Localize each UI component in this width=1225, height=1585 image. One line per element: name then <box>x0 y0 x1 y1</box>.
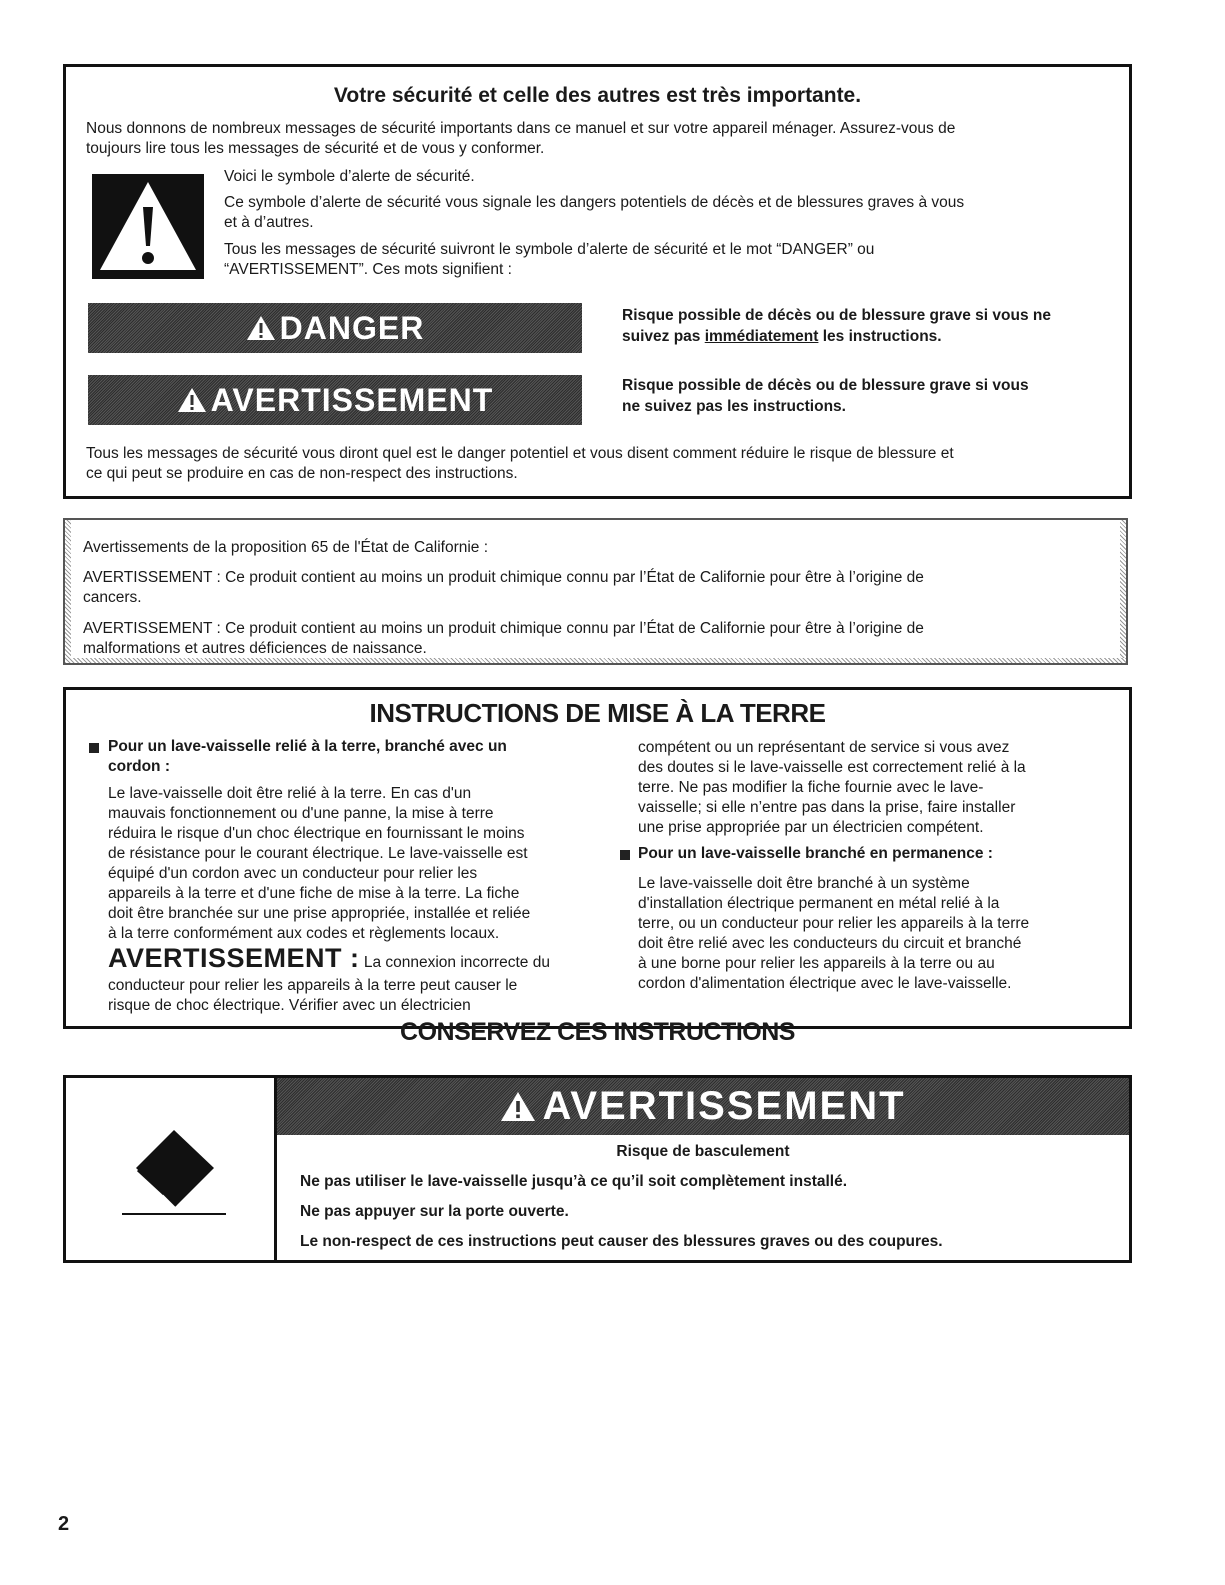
text-line: conducteur pour relier les appareils à la terre peut causer le <box>108 977 518 994</box>
left-body <box>108 784 628 944</box>
tip-over-icon <box>114 1128 234 1223</box>
danger-desc-line-2: suivez pas immédiatement les instructions. <box>622 328 942 345</box>
warning-desc-line-2: ne suivez pas les instructions. <box>622 398 846 415</box>
hatch-border-left <box>65 520 71 663</box>
text-line: équipé d'un cordon avec un conducteur pour relier les <box>108 865 478 882</box>
left-bullet-heading: Pour un lave-vaisselle relié à la terre, branché avec un cordon : <box>108 738 507 775</box>
messages-line-2: “AVERTISSEMENT”. Ces mots signifient : <box>224 261 512 278</box>
symbol-desc-2: et à d’autres. <box>224 214 314 231</box>
danger-desc-line-1: Risque possible de décès ou de blessure grave si vous ne <box>622 307 1051 324</box>
page-number: 2 <box>58 1513 70 1535</box>
symbol-desc-1: Ce symbole d’alerte de sécurité vous signale les dangers potentiels de décès et de blessures graves à vous <box>224 194 965 211</box>
left-warning: AVERTISSEMENT : La connexion incorrecte du <box>108 943 550 973</box>
grounding-box <box>63 687 1132 1046</box>
danger-description <box>622 305 1122 347</box>
closing-line-1: Tous les messages de sécurité vous diront quel est le danger potentiel et vous disent comment réduire le risque de blessure et <box>86 445 954 462</box>
prop65-warning-2-line-2: malformations et autres déficiences de naissance. <box>83 640 427 657</box>
tip-warning-box <box>63 1075 1132 1263</box>
text-line: d'installation électrique permanent en métal relié à la <box>638 895 1000 912</box>
warning-desc-line-1: Risque possible de décès ou de blessure grave si vous <box>622 377 1029 394</box>
text-line: compétent ou un représentant de service si vous avez <box>638 739 1010 756</box>
symbol-line: Voici le symbole d’alerte de sécurité. <box>224 168 475 185</box>
text-line: appareils à la terre et d'une fiche de mise à la terre. La fiche <box>108 885 520 902</box>
safety-intro-1: Nous donnons de nombreux messages de sécurité importants dans ce manuel et sur votre appareil ménager. Assurez-vous de <box>86 120 956 137</box>
tip-warning-label: AVERTISSEMENT <box>542 1084 906 1128</box>
tip-line-2: Ne pas appuyer sur la porte ouverte. <box>300 1203 569 1220</box>
safety-intro-2: toujours lire tous les messages de sécurité et de vous y conformer. <box>86 140 545 157</box>
tip-line-3: Le non-respect de ces instructions peut causer des blessures graves ou des coupures. <box>300 1233 943 1250</box>
messages-line-1: Tous les messages de sécurité suivront le symbole d’alerte de sécurité et le mot “DANGER” ou <box>224 241 875 258</box>
text-line: terre. Ne pas modifier la fiche fournie avec le lave- <box>638 779 984 796</box>
text-line: à la terre conformément aux codes et règlements locaux. <box>108 925 500 942</box>
safety-title: Votre sécurité et celle des autres est très importante. <box>333 84 862 107</box>
tip-icon-cell <box>66 1078 277 1260</box>
prop65-heading: Avertissements de la proposition 65 de l'État de Californie : <box>83 539 489 556</box>
safety-alert-icon <box>92 174 204 279</box>
text-line: à une borne pour relier les appareils à la terre ou au <box>638 955 995 972</box>
text-line: mauvais fonctionnement ou d'une panne, la mise à terre <box>108 805 494 822</box>
danger-label: DANGER <box>279 309 425 346</box>
right-body-bottom <box>638 874 1118 994</box>
danger-desc-emphasis: immédiatement <box>704 328 819 345</box>
alert-triangle-icon <box>500 1091 536 1122</box>
tip-subtitle: Risque de basculement <box>616 1143 790 1160</box>
alert-triangle-icon <box>246 315 276 341</box>
danger-signal-bar <box>88 303 582 353</box>
grounding-footer: CONSERVEZ CES INSTRUCTIONS <box>400 1018 795 1046</box>
text-line: une prise appropriée par un électricien compétent. <box>638 819 984 836</box>
text-line: de résistance pour le courant électrique. Le lave-vaisselle est <box>108 845 528 862</box>
text-line: cordon d'alimentation électrique avec le lave-vaisselle. <box>638 975 1012 992</box>
text-line: réduira le risque d'un choc électrique en fournissant le moins <box>108 825 525 842</box>
text-line: Le lave-vaisselle doit être branché à un système <box>638 875 970 892</box>
warning-label-large: AVERTISSEMENT : <box>108 943 360 973</box>
hatch-border-right <box>1120 520 1126 663</box>
text-line: des doutes si le lave-vaisselle est correctement relié à la <box>638 759 1026 776</box>
bullet-icon <box>620 850 630 860</box>
right-body-top <box>638 738 1118 838</box>
grounding-title: INSTRUCTIONS DE MISE À LA TERRE <box>369 698 826 728</box>
text-line: Le lave-vaisselle doit être relié à la terre. En cas d'un <box>108 785 472 802</box>
safety-box <box>63 64 1132 499</box>
prop65-box <box>63 518 1128 665</box>
tip-signal-bar <box>277 1078 1129 1135</box>
right-bullet-heading: Pour un lave-vaisselle branché en permanence : <box>638 845 993 862</box>
alert-triangle-icon <box>177 387 207 413</box>
text-line: doit être relié avec les conducteurs du circuit et branché <box>638 935 1022 952</box>
prop65-warning-2-line-1: AVERTISSEMENT : Ce produit contient au moins un produit chimique connu par l’État de Californie pour être à l’origine de <box>83 620 924 637</box>
text-line: doit être branchée sur une prise appropriée, installée et reliée <box>108 905 531 922</box>
bullet-icon <box>89 743 99 753</box>
closing-line-2: ce qui peut se produire en cas de non-respect des instructions. <box>86 465 518 482</box>
warning-description <box>622 375 1122 417</box>
left-warning-body <box>108 976 628 1016</box>
text-line: terre, ou un conducteur pour relier les appareils à la terre <box>638 915 1030 932</box>
text-line: risque de choc électrique. Vérifier avec un électricien <box>108 997 471 1014</box>
text-line: vaisselle; si elle n’entre pas dans la prise, faire installer <box>638 799 1016 816</box>
prop65-warning-1-line-1: AVERTISSEMENT : Ce produit contient au moins un produit chimique connu par l’État de Californie pour être à l’origine de <box>83 569 924 586</box>
prop65-warning-1-line-2: cancers. <box>83 589 142 606</box>
tip-line-1: Ne pas utiliser le lave-vaisselle jusqu’à ce qu’il soit complètement installé. <box>300 1173 848 1190</box>
warning-label: AVERTISSEMENT <box>210 381 494 418</box>
warning-signal-bar <box>88 375 582 425</box>
